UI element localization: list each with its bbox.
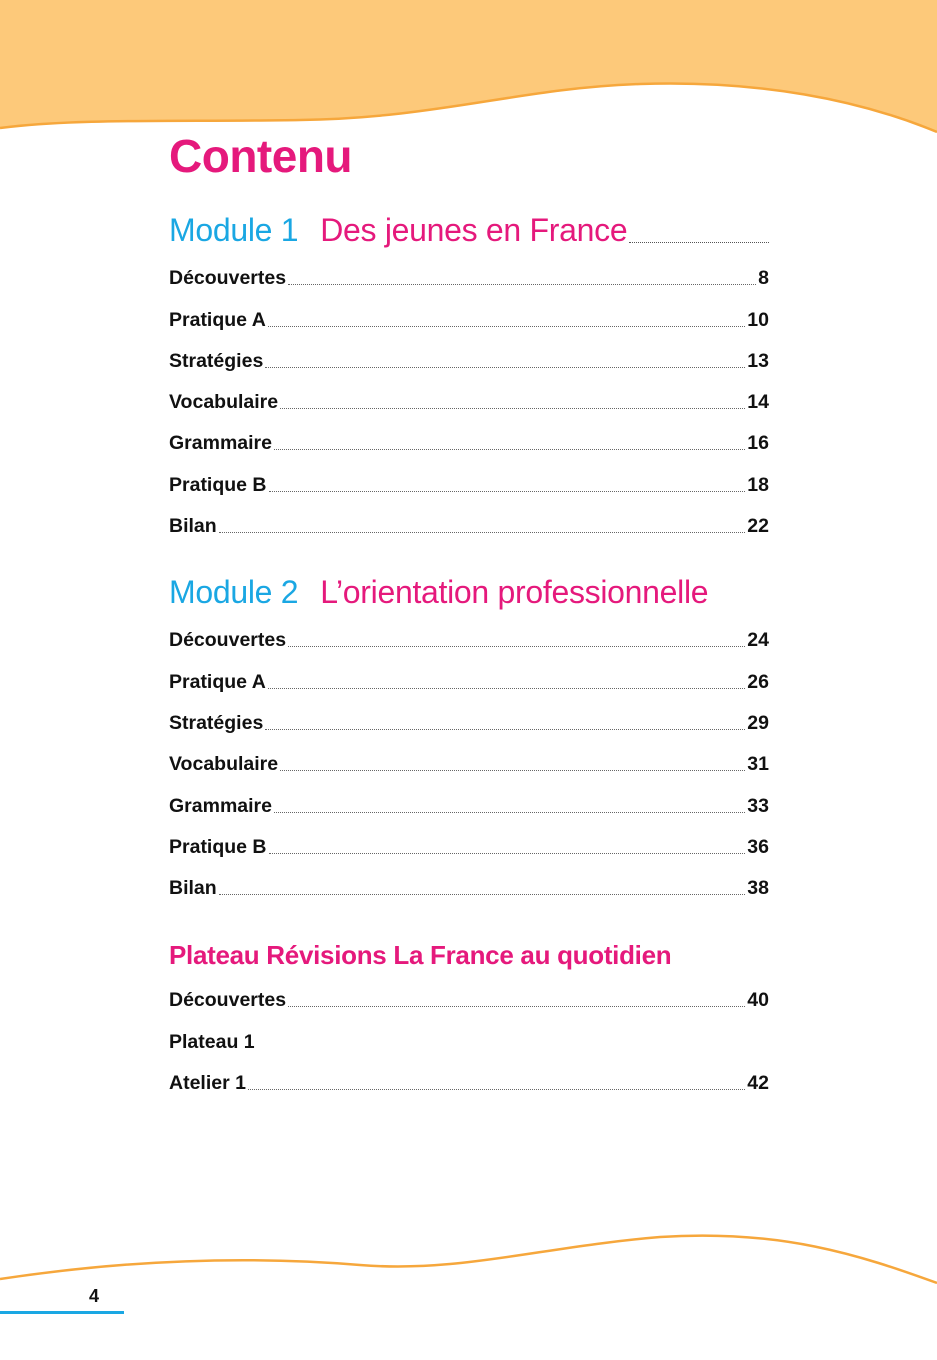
table-of-contents — [169, 128, 769, 1095]
toc-entry-label: Découvertes — [169, 989, 287, 1012]
toc-entry[interactable] — [169, 249, 769, 290]
toc-entry-page: 13 — [747, 349, 769, 372]
page-title: Contenu — [169, 130, 353, 182]
dot-leader — [274, 449, 745, 450]
plateau-entries — [169, 971, 769, 1095]
toc-entry-page: 14 — [747, 391, 769, 414]
toc-entry-page: 10 — [747, 308, 769, 331]
toc-entry-label: Pratique A — [169, 308, 266, 331]
toc-entry-label: Découvertes — [169, 267, 287, 290]
dot-leader — [219, 894, 746, 895]
page-number-underline — [0, 1311, 124, 1314]
toc-entry[interactable] — [169, 971, 769, 1012]
toc-entry-page: 40 — [747, 989, 769, 1012]
dot-leader — [288, 1006, 745, 1007]
toc-entry[interactable] — [169, 776, 769, 817]
bottom-wave-line — [0, 1225, 937, 1285]
top-banner-wave — [0, 0, 937, 140]
dot-leader — [280, 770, 745, 771]
toc-entry[interactable] — [169, 290, 769, 331]
plateau-section — [169, 938, 769, 1095]
toc-entry-label: Stratégies — [169, 349, 264, 372]
module-1-section — [169, 210, 769, 538]
dot-leader — [248, 1089, 745, 1090]
module-1-entries — [169, 249, 769, 538]
dot-leader — [265, 367, 745, 368]
toc-entry-label: Pratique B — [169, 473, 267, 496]
plateau-heading[interactable]: Plateau Révisions La France au quotidien — [169, 940, 672, 971]
toc-entry[interactable] — [169, 1054, 769, 1095]
module-2-title: L’orientation professionnelle — [320, 574, 709, 611]
module-2-heading[interactable] — [169, 572, 769, 612]
toc-entry-label: Stratégies — [169, 711, 264, 734]
dot-leader — [268, 326, 746, 327]
dot-leader — [288, 284, 756, 285]
toc-entry-page: 16 — [747, 432, 769, 455]
dot-leader — [269, 853, 746, 854]
page-number: 4 — [89, 1286, 100, 1306]
toc-entry[interactable] — [169, 611, 769, 652]
toc-entry-page: 18 — [747, 473, 769, 496]
toc-entry-label: Pratique A — [169, 670, 266, 693]
toc-entry-label: Découvertes — [169, 629, 287, 652]
toc-entry[interactable] — [169, 455, 769, 496]
dot-leader — [629, 242, 769, 243]
toc-entry-page: 42 — [747, 1072, 769, 1095]
toc-entry-label: Plateau 1 — [169, 1030, 255, 1053]
toc-entry[interactable] — [169, 652, 769, 693]
toc-entry-page: 33 — [747, 794, 769, 817]
toc-entry-label: Grammaire — [169, 794, 272, 817]
toc-entry-label: Bilan — [169, 877, 217, 900]
toc-entry-label: Pratique B — [169, 835, 267, 858]
toc-entry-label: Bilan — [169, 515, 217, 538]
toc-entry-page: 31 — [747, 753, 769, 776]
toc-entry-page: 36 — [747, 835, 769, 858]
toc-entry-page: 29 — [747, 711, 769, 734]
toc-entry[interactable] — [169, 694, 769, 735]
toc-entry[interactable] — [169, 1012, 769, 1053]
module-1-title: Des jeunes en France — [320, 212, 628, 248]
toc-entry-page: 26 — [747, 670, 769, 693]
toc-entry-label: Vocabulaire — [169, 753, 279, 776]
toc-entry-page: 22 — [747, 515, 769, 538]
toc-entry[interactable] — [169, 859, 769, 900]
toc-entry-label: Vocabulaire — [169, 391, 279, 414]
module-2-entries — [169, 611, 769, 900]
toc-entry[interactable] — [169, 414, 769, 455]
module-1-number: Module 1 — [169, 212, 299, 248]
toc-entry[interactable] — [169, 735, 769, 776]
dot-leader — [265, 729, 745, 730]
toc-entry[interactable] — [169, 818, 769, 859]
module-2-number: Module 2 — [169, 574, 299, 611]
dot-leader — [219, 532, 746, 533]
module-1-heading[interactable] — [169, 210, 769, 250]
module-2-section — [169, 572, 769, 900]
toc-entry-label: Grammaire — [169, 432, 272, 455]
toc-entry[interactable] — [169, 332, 769, 373]
dot-leader — [280, 408, 745, 409]
dot-leader — [268, 688, 746, 689]
toc-entry-page: 24 — [747, 629, 769, 652]
toc-entry[interactable] — [169, 497, 769, 538]
toc-entry-page: 38 — [747, 877, 769, 900]
dot-leader — [269, 491, 746, 492]
dot-leader — [288, 646, 745, 647]
toc-entry-page: 8 — [758, 267, 769, 290]
toc-entry[interactable] — [169, 373, 769, 414]
dot-leader — [274, 812, 745, 813]
toc-entry-label: Atelier 1 — [169, 1072, 246, 1095]
